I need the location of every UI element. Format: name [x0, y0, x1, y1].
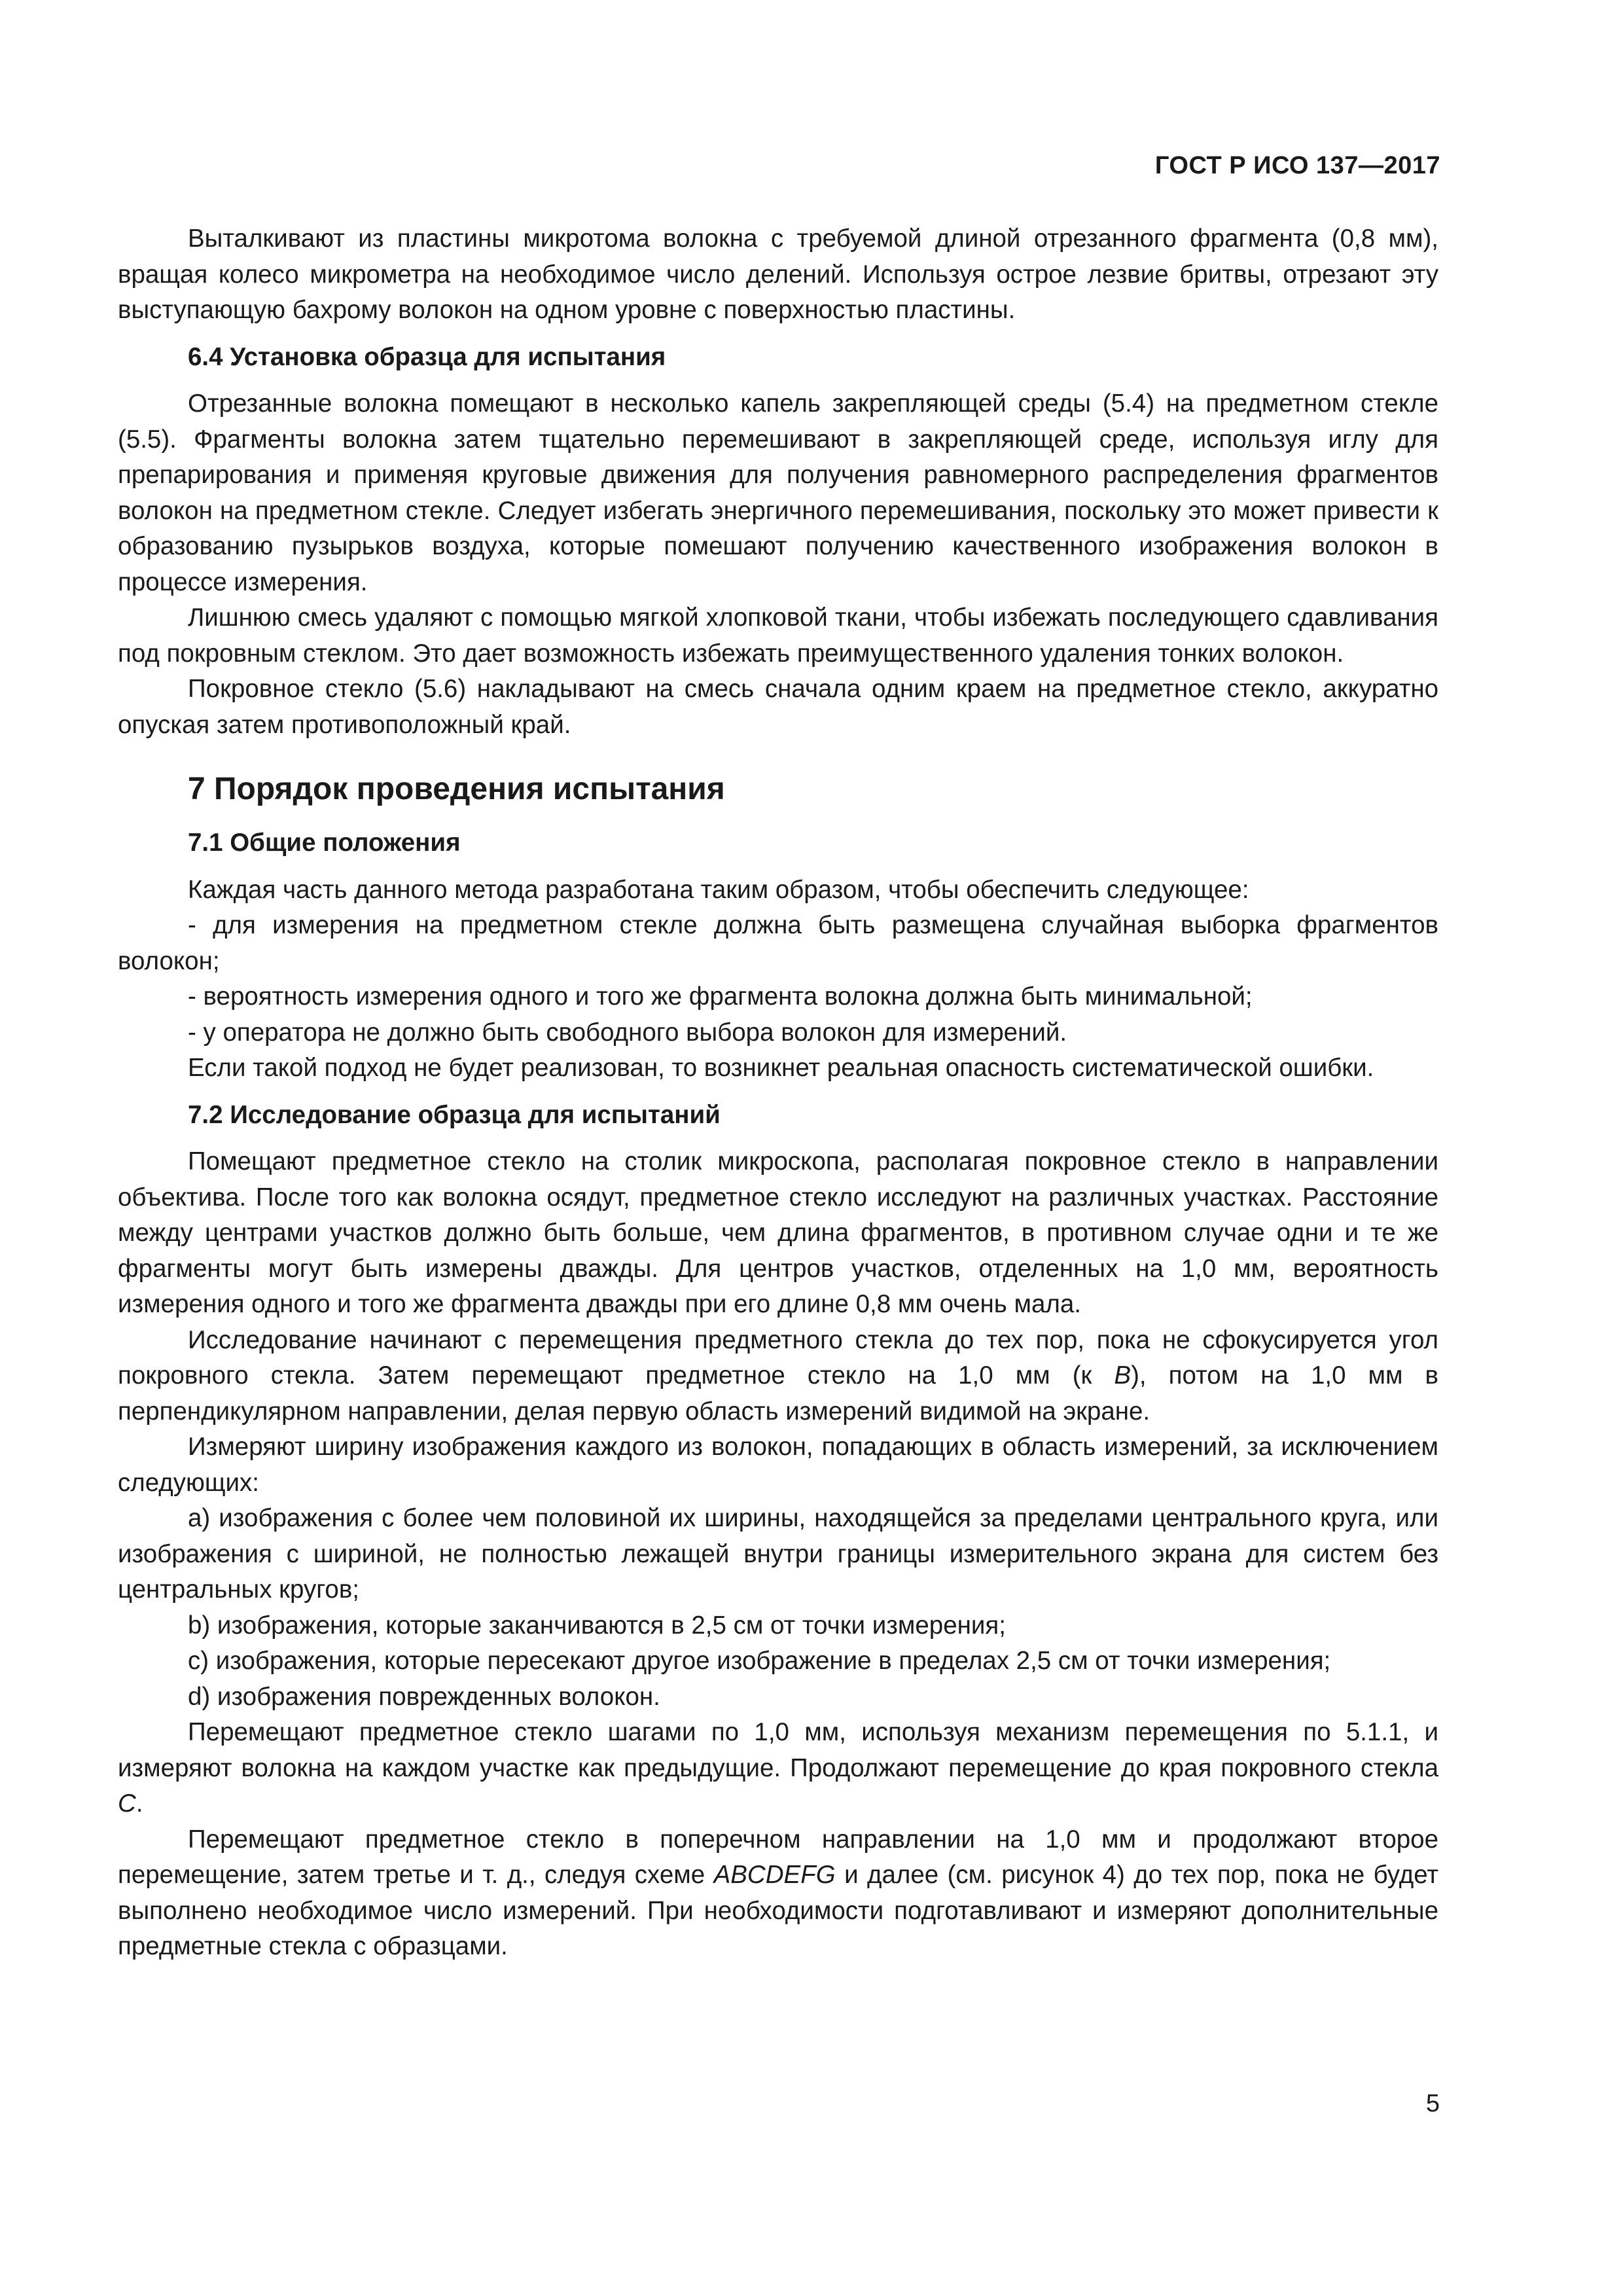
- paragraph: Лишнюю смесь удаляют с помощью мягкой хлопковой ткани, чтобы избежать последующего сдавливания под покровным стеклом. Это дает возможность избежать преимущественного удаления тонких волокон.: [118, 603, 1438, 668]
- list-item: - для измерения на предметном стекле должна быть размещена случайная выборка фрагментов волокон;: [118, 911, 1438, 975]
- list-item: b) изображения, которые заканчиваются в 2,5 см от точки измерения;: [188, 1611, 1006, 1640]
- section-heading-7-2: 7.2 Исследование образца для испытаний: [188, 1100, 721, 1129]
- text-run: .: [135, 1789, 143, 1818]
- paragraph: Если такой подход не будет реализован, то возникнет реальная опасность систематической ошибки.: [188, 1054, 1374, 1082]
- italic-label: B: [1114, 1361, 1132, 1390]
- section-heading-7-1: 7.1 Общие положения: [188, 829, 461, 857]
- paragraph: Помещают предметное стекло на столик микроскопа, располагая покровное стекло в направлении объектива. После того как волокна осядут, предметное стекло исследуют на различных участках. Расстояние между центрами участков должно быть больше, чем длина фрагментов, в противном случае одни и те же фрагменты могут быть измерены дважды. Для центров участков, отделенных на 1,0 мм, вероятность измерения одного и того же фрагмента дважды при его длине 0,8 мм очень мала.: [118, 1147, 1438, 1318]
- document-code-header: ГОСТ Р ИСО 137—2017: [1154, 152, 1440, 179]
- list-item: a) изображения с более чем половиной их ширины, находящейся за пределами центрального круга, или изображения с шириной, не полностью лежащей внутри границы измерительного экрана для систем без центральных кругов;: [118, 1504, 1438, 1604]
- text-run: Перемещают предметное стекло шагами по 1,0 мм, используя механизм перемещения по 5.1.1, и измеряют волокна на каждом участке как предыдущие. Продолжают перемещение до края покровного стекла: [118, 1718, 1438, 1782]
- text-run: ), потом на 1,0 мм в перпендикулярном направлении, делая первую область измерений видимой на экране.: [118, 1361, 1438, 1426]
- paragraph: Покровное стекло (5.6) накладывают на смесь сначала одним краем на предметное стекло, аккуратно опуская затем противоположный край.: [118, 675, 1438, 739]
- paragraph: [118, 1323, 1438, 1430]
- page-number: 5: [1425, 2090, 1440, 2117]
- list-item: c) изображения, которые пересекают другое изображение в пределах 2,5 см от точки измерения;: [188, 1647, 1331, 1675]
- section-heading-6-4: 6.4 Установка образца для испытания: [188, 342, 666, 371]
- text-run: и далее (см. рисунок 4) до тех пор, пока не будет выполнено необходимое число измерений. При необходимости подготавливают и измеряют дополнительные предметные стекла с образцами.: [118, 1861, 1438, 1960]
- paragraph: Отрезанные волокна помещают в несколько капель закрепляющей среды (5.4) на предметном стекле (5.5). Фрагменты волокна затем тщательно перемешивают в закрепляющей среде, используя иглу для препарирования и применяя круговые движения для получения равномерного распределения фрагментов волокон на предметном стекле. Следует избегать энергичного перемешивания, поскольку это может привести к образованию пузырьков воздуха, которые помешают получению качественного изображения волокон в процессе измерения.: [118, 389, 1438, 596]
- document-body: [118, 221, 1438, 1965]
- text-run: Перемещают предметное стекло в поперечном направлении на 1,0 мм и продолжают второе перемещение, затем третье и т. д., следуя схеме: [118, 1825, 1438, 1889]
- paragraph: Выталкивают из пластины микротома волокна с требуемой длиной отрезанного фрагмента (0,8 мм), вращая колесо микрометра на необходимое число делений. Используя острое лезвие бритвы, отрезают эту выступающую бахрому волокон на одном уровне с поверхностью пластины.: [118, 224, 1438, 324]
- list-item: - вероятность измерения одного и того же фрагмента волокна должна быть минимальной;: [188, 982, 1253, 1011]
- list-item: d) изображения поврежденных волокон.: [188, 1682, 660, 1711]
- paragraph: Каждая часть данного метода разработана таким образом, чтобы обеспечить следующее:: [188, 875, 1249, 904]
- paragraph: [118, 1715, 1438, 1822]
- italic-label: ABCDEFG: [713, 1861, 836, 1889]
- text-run: Исследование начинают с перемещения предметного стекла до тех пор, пока не сфокусируется угол покровного стекла. Затем перемещают предметное стекло на 1,0 мм (к: [118, 1325, 1438, 1390]
- paragraph: [118, 1822, 1438, 1965]
- list-item: - у оператора не должно быть свободного выбора волокон для измерений.: [188, 1018, 1067, 1047]
- italic-label: C: [118, 1789, 136, 1818]
- section-heading-7: 7 Порядок проведения испытания: [188, 772, 725, 806]
- paragraph: Измеряют ширину изображения каждого из волокон, попадающих в область измерений, за исключением следующих:: [118, 1433, 1438, 1497]
